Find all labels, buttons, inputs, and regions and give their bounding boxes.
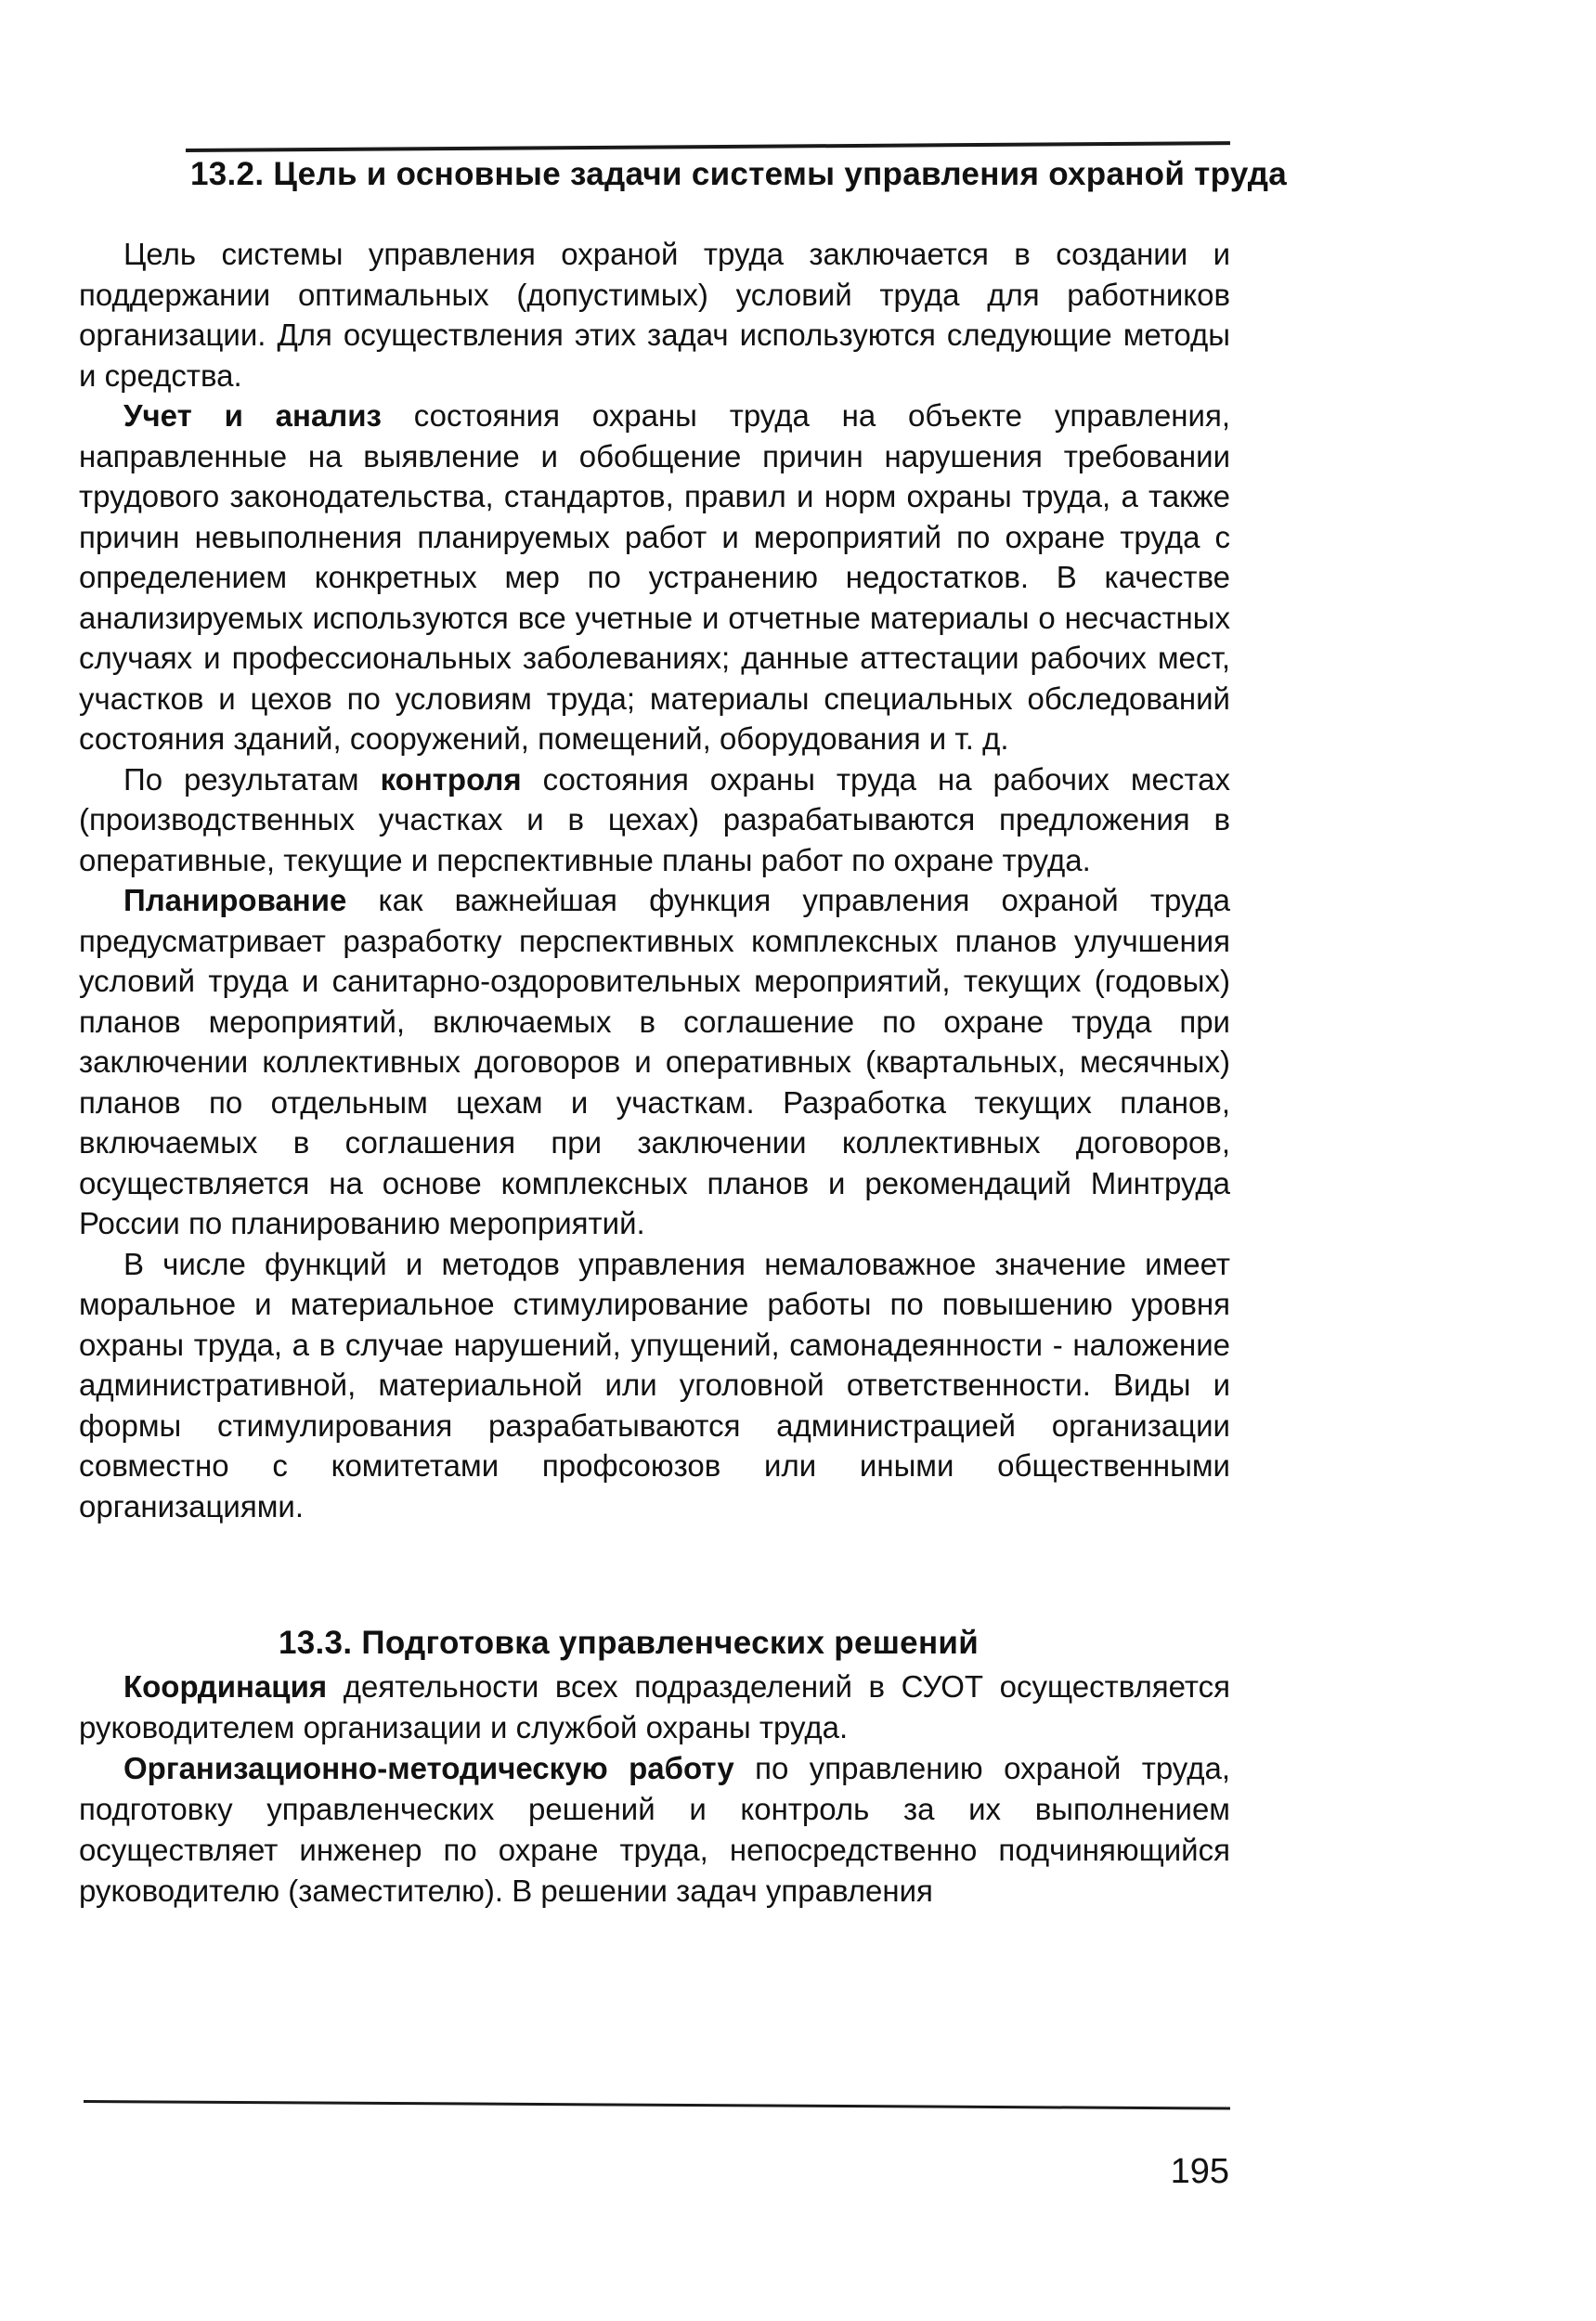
paragraph-accounting: [79, 395, 1230, 759]
paragraph-stimulation: [79, 1244, 1230, 1527]
paragraph-text: Цель системы управления охраной труда заключается в создании и поддержании оптимальных (допустимых) условий труда для работников организации. Для осуществления этих задач используются следующие методы и средства.: [79, 237, 1230, 393]
term-coordination: Координация: [123, 1669, 328, 1704]
paragraph-text: по управлению охраной труда, подготовку управленческих решений и контроль за их выполнением осуществляет инженер по охране труда, непосредственно подчиняющийся руководителю (заместителю). В решении задач управления: [79, 1751, 1230, 1908]
section-body: [79, 234, 1230, 1526]
term-accounting: Учет и анализ: [123, 398, 382, 433]
term-control: контроля: [380, 761, 522, 797]
subsection-body: [79, 1666, 1230, 1912]
paragraph-coordination: [79, 1666, 1230, 1748]
paragraph-text: В числе функций и методов управления немаловажное значение имеет моральное и материальное стимулирование работы по повышению уровня охраны труда, а в случае нарушений, упущений, самонадеянности - наложение административной, материальной или уголовной ответственности. Виды и формы стимулирования разрабатываются администрацией организации совместно с комитетами профсоюзов или иными общественными организациями.: [79, 1246, 1230, 1524]
paragraph-goal: [79, 234, 1230, 395]
term-planning: Планирование: [123, 883, 347, 917]
term-methodical-work: Организационно-методическую работу: [123, 1751, 734, 1785]
paragraph-text: состояния охраны труда на объекте управления, направленные на выявление и обобщение причин нарушения требовании трудового законодательства, стандартов, правил и норм охраны труда, а также причин невыполнения планируемых работ и мероприятий по охране труда с определением конкретных мер по устранению недостатков. В качестве анализируемых используются все учетные и отчетные материалы о несчастных случаях и профессиональных заболеваниях; данные аттестации рабочих мест, участков и цехов по условиям труда; материалы специальных обследований состояния зданий, сооружений, помещений, оборудования и т. д.: [79, 398, 1230, 756]
paragraph-text: деятельности всех подразделений в СУОТ осуществляется руководителем организации и службой охраны труда.: [79, 1669, 1230, 1744]
paragraph-text: состояния охраны труда на рабочих местах (производственных участках и в цехах) разрабатываются предложения в оперативные, текущие и перспективные планы работ по охране труда.: [79, 761, 1231, 877]
paragraph-methodical: [79, 1748, 1230, 1912]
paragraph-text: как важнейшая функция управления охраной труда предусматривает разработку перспективных комплексных планов улучшения условий труда и санитарно-оздоровительных мероприятий, текущих (годовых) планов мероприятий, включаемых в соглашение по охране труда при заключении коллективных договоров и оперативных (квартальных, месячных) планов по отдельным цехам и участкам. Разработка текущих планов, включаемых в соглашения при заключении коллективных договоров, осуществляется на основе комплексных планов и рекомендаций Минтруда России по планированию мероприятий.: [79, 883, 1230, 1240]
paragraph-planning: [79, 880, 1230, 1244]
top-rule: [186, 141, 1230, 152]
paragraph-lead: По результатам: [123, 761, 381, 797]
paragraph-control: [79, 759, 1230, 881]
page-number: 195: [1170, 2152, 1229, 2191]
section-heading: 13.2. Цель и основные задачи системы управления охраной труда: [190, 156, 1288, 192]
subsection-heading: 13.3. Подготовка управленческих решений: [279, 1625, 980, 1661]
bottom-rule: [84, 2100, 1230, 2110]
